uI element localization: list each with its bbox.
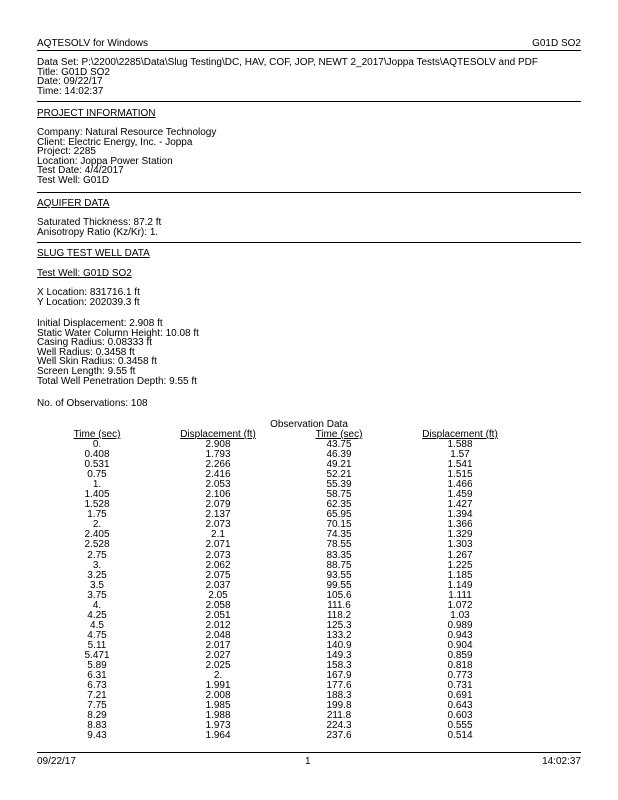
- aquifer-heading: AQUIFER DATA: [37, 198, 110, 209]
- aquifer-block: [37, 218, 161, 237]
- table-cell: 1.985: [205, 700, 231, 712]
- table-cell: 2.073: [205, 519, 231, 531]
- date-line: Date: 09/22/17: [37, 76, 103, 88]
- table-cell: 49.21: [326, 459, 352, 471]
- app-title: AQTESOLV for Windows: [37, 38, 148, 49]
- column-header: Time (sec): [315, 429, 363, 440]
- table-cell: 105.6: [326, 589, 352, 601]
- page-number: 1: [305, 756, 311, 767]
- footer-time: 14:02:37: [542, 756, 581, 767]
- table-cell: 2.008: [205, 690, 231, 702]
- table-cell: 211.8: [326, 710, 352, 722]
- table-cell: 3.5: [90, 579, 104, 591]
- table-cell: 1.973: [205, 720, 231, 732]
- table-cell: 2.1: [211, 529, 225, 541]
- header-divider: [37, 50, 581, 51]
- displacement-column-2: [400, 430, 520, 741]
- table-cell: 5.11: [87, 639, 107, 651]
- table-cell: 1.459: [447, 489, 473, 501]
- well-param: Initial Displacement: 2.908 ft: [37, 318, 163, 329]
- table-cell: 111.6: [327, 599, 351, 611]
- column-header: Time (sec): [73, 429, 121, 440]
- table-cell: 0.75: [87, 469, 107, 481]
- table-cell: 70.15: [326, 519, 352, 531]
- table-cell: 7.21: [87, 690, 107, 702]
- table-cell: 2.137: [205, 509, 231, 521]
- aquifer-line: Anisotropy Ratio (Kz/Kr): 1.: [37, 226, 159, 238]
- table-cell: 2.051: [205, 609, 231, 621]
- table-cell: 237.6: [326, 730, 352, 742]
- table-cell: 2.266: [205, 459, 231, 471]
- table-cell: 1.303: [447, 539, 473, 551]
- well-params-block: [37, 319, 199, 386]
- table-cell: 0.818: [447, 660, 473, 672]
- table-cell: 2.027: [205, 649, 231, 661]
- table-cell: 4.5: [90, 619, 104, 631]
- table-cell: 140.9: [326, 639, 352, 651]
- title-line: Title: G01D SO2: [37, 66, 110, 78]
- slug-heading: SLUG TEST WELL DATA: [37, 248, 150, 259]
- table-cell: 93.55: [326, 569, 352, 581]
- aquifer-line: Saturated Thickness: 87.2 ft: [37, 217, 162, 228]
- table-cell: 2.058: [205, 599, 231, 611]
- project-block: [37, 128, 216, 186]
- table-cell: 1.588: [447, 439, 473, 450]
- table-cell: 6.31: [87, 670, 107, 682]
- document-id: G01D SO2: [532, 38, 581, 49]
- project-heading: PROJECT INFORMATION: [37, 108, 156, 119]
- table-cell: 1.225: [447, 559, 473, 571]
- table-cell: 0.603: [447, 710, 473, 722]
- table-cell: 3.25: [87, 569, 107, 581]
- table-cell: 0.514: [447, 730, 473, 742]
- table-cell: 62.35: [326, 499, 352, 511]
- table-cell: 7.75: [87, 700, 107, 712]
- table-cell: 2.048: [205, 629, 231, 641]
- table-cell: 2.75: [87, 549, 107, 561]
- displacement-column-1: [158, 430, 278, 741]
- table-cell: 52.21: [326, 469, 352, 481]
- table-cell: 2.071: [205, 539, 231, 551]
- table-cell: 1.466: [447, 479, 473, 491]
- aquifer-divider: [37, 242, 581, 243]
- table-cell: 83.35: [326, 549, 352, 561]
- project-line: Company: Natural Resource Technology: [37, 127, 217, 138]
- table-cell: 0.691: [447, 690, 473, 702]
- table-cell: 2.079: [205, 499, 231, 511]
- table-cell: 1.75: [87, 509, 107, 521]
- table-cell: 3.75: [87, 589, 107, 601]
- time-line: Time: 14:02:37: [37, 85, 104, 97]
- table-cell: 2.073: [205, 549, 231, 561]
- table-cell: 1.111: [448, 589, 472, 601]
- data-set-line: Data Set: P:\2200\2285\Data\Slug Testing\DC, HAV, COF, JOP, NEWT 2_2017\Joppa Tests\AQTESOLV and PDF: [37, 57, 539, 68]
- time-column-1: [37, 430, 157, 741]
- table-cell: 0.531: [84, 459, 110, 471]
- table-cell: 3.: [92, 559, 102, 571]
- table-cell: 1.541: [447, 459, 473, 471]
- test-well-label: Test Well: G01D SO2: [37, 268, 132, 279]
- table-cell: 74.35: [326, 529, 352, 541]
- table-cell: 2.416: [205, 469, 231, 481]
- well-param: Static Water Column Height: 10.08 ft: [37, 327, 199, 339]
- well-param: Screen Length: 9.55 ft: [37, 365, 136, 377]
- table-cell: 0.731: [447, 680, 473, 692]
- meta-block: [37, 58, 538, 96]
- table-cell: 2.053: [205, 479, 231, 491]
- table-cell: 1.515: [447, 469, 473, 481]
- table-cell: 8.29: [87, 710, 107, 722]
- table-cell: 0.943: [447, 629, 473, 641]
- table-cell: 1.988: [205, 710, 231, 722]
- table-cell: 4.75: [87, 629, 107, 641]
- observation-count: No. of Observations: 108: [37, 398, 148, 409]
- table-cell: 4.25: [87, 609, 107, 621]
- table-cell: 1.329: [447, 529, 473, 541]
- table-cell: 167.9: [326, 670, 352, 682]
- table-cell: 8.83: [87, 720, 107, 732]
- meta-divider: [37, 101, 581, 102]
- x-location: X Location: 831716.1 ft: [37, 287, 140, 298]
- table-cell: 2.05: [208, 589, 228, 601]
- table-cell: 2.037: [205, 579, 231, 591]
- table-cell: 1.366: [447, 519, 473, 531]
- well-param: Casing Radius: 0.08333 ft: [37, 337, 153, 349]
- table-cell: 2.012: [205, 619, 231, 631]
- table-cell: 2.017: [205, 639, 231, 651]
- table-cell: 0.643: [447, 700, 473, 712]
- table-cell: 5.471: [84, 649, 110, 661]
- table-cell: 149.3: [326, 649, 352, 661]
- table-cell: 2.106: [205, 489, 231, 501]
- table-cell: 55.39: [326, 479, 352, 491]
- table-cell: 125.3: [326, 619, 352, 631]
- table-cell: 65.95: [326, 509, 352, 521]
- table-cell: 1.427: [447, 499, 473, 511]
- observation-table-title: Observation Data: [270, 419, 348, 430]
- project-line: Test Well: G01D: [37, 174, 110, 186]
- project-line: Location: Joppa Power Station: [37, 155, 173, 167]
- table-cell: 9.43: [87, 730, 107, 742]
- table-cell: 1.: [92, 479, 102, 491]
- table-cell: 1.072: [447, 599, 473, 611]
- table-cell: 2.025: [205, 660, 231, 672]
- footer-date: 09/22/17: [37, 756, 76, 767]
- table-cell: 2.405: [84, 529, 110, 541]
- table-cell: 1.394: [447, 509, 473, 521]
- table-cell: 1.149: [447, 579, 473, 591]
- table-cell: 0.773: [447, 670, 473, 682]
- project-divider: [37, 192, 581, 193]
- table-cell: 0.989: [447, 619, 473, 631]
- project-line: Project: 2285: [37, 146, 96, 158]
- table-cell: 199.8: [326, 700, 352, 712]
- project-line: Test Date: 4/4/2017: [37, 165, 124, 177]
- table-cell: 1.793: [205, 449, 231, 461]
- table-cell: 2.062: [205, 559, 231, 571]
- table-cell: 0.408: [84, 449, 110, 461]
- table-cell: 5.89: [87, 660, 107, 672]
- table-cell: 43.75: [326, 439, 352, 450]
- well-param: Total Well Penetration Depth: 9.55 ft: [37, 375, 197, 387]
- y-location: Y Location: 202039.3 ft: [37, 296, 140, 308]
- table-cell: 99.55: [326, 579, 352, 591]
- table-cell: 1.964: [205, 730, 231, 742]
- table-cell: 1.991: [205, 680, 231, 692]
- table-cell: 46.39: [326, 449, 352, 461]
- table-cell: 1.267: [447, 549, 473, 561]
- table-cell: 0.555: [447, 720, 473, 732]
- footer-divider: [37, 752, 581, 753]
- table-cell: 1.57: [450, 449, 470, 461]
- table-cell: 4.: [92, 599, 102, 611]
- table-cell: 78.55: [326, 539, 352, 551]
- table-cell: 2.: [92, 519, 102, 531]
- table-cell: 1.528: [84, 499, 110, 511]
- well-param: Well Skin Radius: 0.3458 ft: [37, 356, 157, 368]
- project-line: Client: Electric Energy, Inc. - Joppa: [37, 136, 193, 148]
- column-header: Displacement (ft): [180, 429, 256, 440]
- table-cell: 177.6: [326, 680, 352, 692]
- table-cell: 188.3: [326, 690, 352, 702]
- table-cell: 2.528: [84, 539, 110, 551]
- table-cell: 2.075: [205, 569, 231, 581]
- table-cell: 158.3: [326, 660, 352, 672]
- table-cell: 6.73: [87, 680, 107, 692]
- table-cell: 88.75: [326, 559, 352, 571]
- table-cell: 2.908: [205, 439, 231, 450]
- table-cell: 1.185: [447, 569, 473, 581]
- time-column-2: [279, 430, 399, 741]
- table-cell: 133.2: [326, 629, 352, 641]
- table-cell: 0.904: [447, 639, 473, 651]
- table-cell: 2.: [213, 670, 223, 682]
- table-cell: 0.: [92, 439, 102, 450]
- table-cell: 58.75: [326, 489, 352, 501]
- table-cell: 1.03: [450, 609, 470, 621]
- table-cell: 0.859: [447, 649, 473, 661]
- table-cell: 224.3: [326, 720, 352, 732]
- column-header: Displacement (ft): [422, 429, 498, 440]
- location-block: [37, 288, 140, 307]
- well-param: Well Radius: 0.3458 ft: [37, 346, 135, 358]
- table-cell: 1.405: [84, 489, 110, 501]
- table-cell: 118.2: [326, 609, 352, 621]
